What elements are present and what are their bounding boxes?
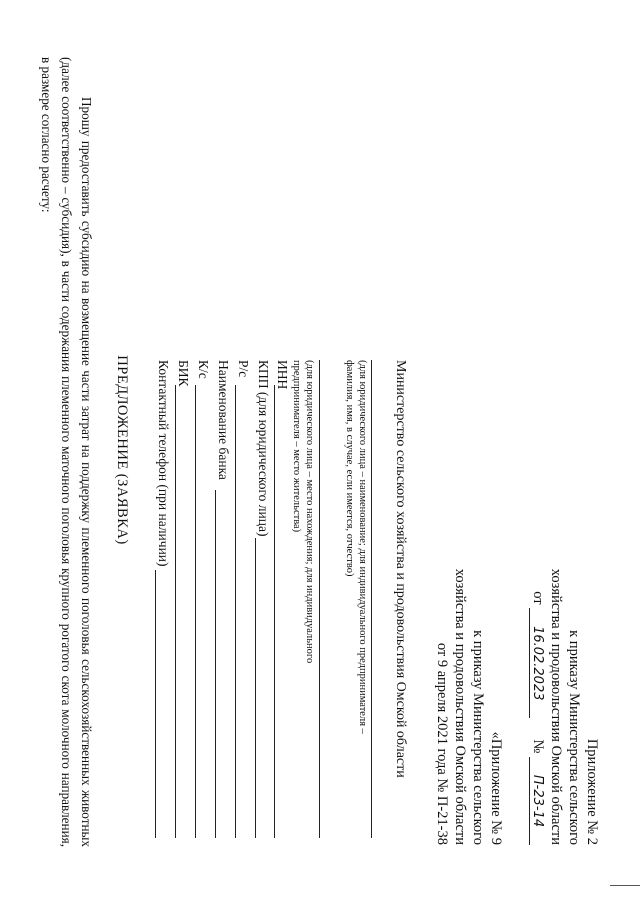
location-line xyxy=(319,360,320,838)
page-edge-mark xyxy=(610,885,640,886)
applicant-name-line xyxy=(371,360,372,838)
number-label: № xyxy=(530,739,546,754)
appendix-header-date-row xyxy=(529,591,546,845)
field-phone-line xyxy=(155,570,156,838)
applicant-hint-1: (для юридического лица – наименование; для индивидуального предпринимателя – xyxy=(357,360,368,734)
field-bik-label: БИК xyxy=(176,360,191,387)
field-kpp-line xyxy=(255,538,256,838)
field-inn-label: ИНН xyxy=(275,360,290,390)
field-bik-line xyxy=(175,385,176,838)
field-inn-line xyxy=(274,385,275,838)
appendix-original-line2: к приказу Министерства сельского xyxy=(470,630,486,845)
field-bank-line xyxy=(215,490,216,838)
appendix-original-line1: «Приложение № 9 xyxy=(488,731,504,845)
document-title: ПРЕДЛОЖЕНИЕ (ЗАЯВКА) xyxy=(114,355,130,545)
appendix-header-line1: Приложение № 2 xyxy=(584,738,600,845)
field-account-line xyxy=(235,385,236,838)
field-account-label: Р/с xyxy=(236,360,251,378)
field-kpp-label: КПП (для юридического лица) xyxy=(256,360,271,537)
appendix-header-line2: к приказу Министерства сельского xyxy=(566,630,582,845)
handwritten-date: 16.02.2023 xyxy=(529,608,545,718)
field-corr-line xyxy=(195,385,196,838)
field-phone-label: Контактный телефон (при наличии) xyxy=(156,360,171,567)
applicant-hint-2: фамилия, имя, в случае, если имеется, отчество) xyxy=(344,360,355,577)
appendix-original-line4: от 9 апреля 2021 года № П-21-38 xyxy=(434,642,450,845)
body-paragraph: Прошу предоставить субсидию на возмещение части затрат на поддержку племенного поголовья сельскохозяйственных животных (далее соответственно – субсидия), в части содержания племенного маточного поголовья крупного рогатого скота молочного направления, в размере согласно расчету: xyxy=(39,57,94,847)
handwritten-number: П-23-14 xyxy=(529,757,545,845)
field-corr-label: К/с xyxy=(196,360,211,379)
location-hint-2: предпринимателя – место жительства) xyxy=(291,360,302,533)
appendix-header-line3: хозяйства и продовольствия Омской области xyxy=(548,568,564,845)
location-hint-1: (для юридического лица – место нахождения; для индивидуального xyxy=(304,360,315,664)
addressee: Министерство сельского хозяйства и продовольствия Омской области xyxy=(393,360,408,778)
from-label: от xyxy=(530,591,546,605)
field-bank-label: Наименование банка xyxy=(216,360,231,480)
appendix-original-line3: хозяйства и продовольствия Омской области xyxy=(452,568,468,845)
